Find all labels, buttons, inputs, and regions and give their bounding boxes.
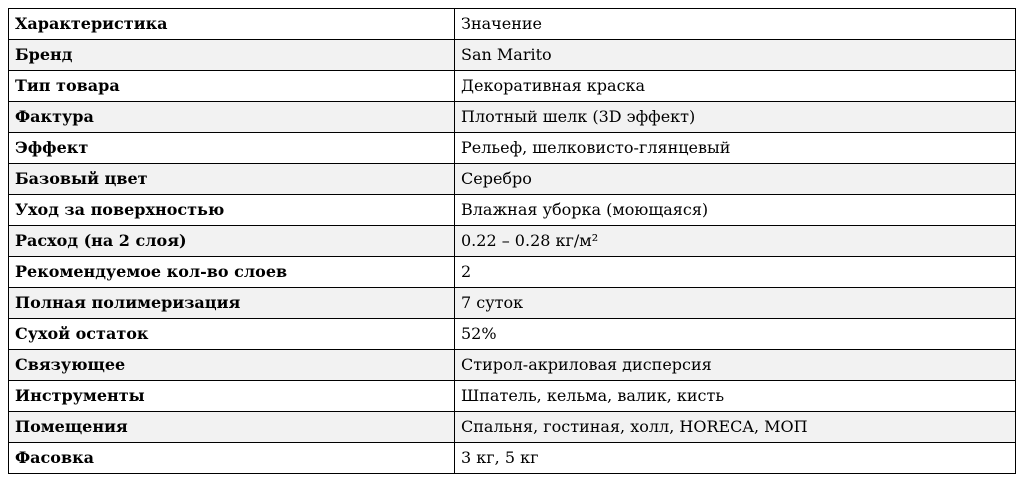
row-key-cell: Тип товара [9, 71, 455, 102]
row-key-cell: Полная полимеризация [9, 288, 455, 319]
row-key-cell: Эффект [9, 133, 455, 164]
row-value-cell: 3 кг, 5 кг [455, 443, 1016, 474]
table-row [9, 226, 1016, 257]
row-value-cell: San Marito [455, 40, 1016, 71]
table-row [9, 443, 1016, 474]
specifications-table [8, 8, 1016, 474]
row-key-cell: Расход (на 2 слоя) [9, 226, 455, 257]
table-row [9, 71, 1016, 102]
table-row [9, 40, 1016, 71]
row-value-cell: Шпатель, кельма, валик, кисть [455, 381, 1016, 412]
row-value-cell: Декоративная краска [455, 71, 1016, 102]
table-row [9, 350, 1016, 381]
row-key-cell: Базовый цвет [9, 164, 455, 195]
row-value-cell: Спальня, гостиная, холл, HORECA, МОП [455, 412, 1016, 443]
row-value-cell: Стирол-акриловая дисперсия [455, 350, 1016, 381]
table-row [9, 288, 1016, 319]
row-value-cell: 52% [455, 319, 1016, 350]
table-row [9, 195, 1016, 226]
table-row [9, 381, 1016, 412]
row-key-cell: Инструменты [9, 381, 455, 412]
row-key-cell: Сухой остаток [9, 319, 455, 350]
row-key-cell: Помещения [9, 412, 455, 443]
table-row [9, 102, 1016, 133]
table-row [9, 257, 1016, 288]
header-value-cell: Значение [455, 9, 1016, 40]
table-header-row [9, 9, 1016, 40]
table-row [9, 412, 1016, 443]
header-key-cell: Характеристика [9, 9, 455, 40]
row-value-cell: 2 [455, 257, 1016, 288]
table-row [9, 164, 1016, 195]
row-value-cell: Плотный шелк (3D эффект) [455, 102, 1016, 133]
table-row [9, 319, 1016, 350]
row-value-cell: 0.22 – 0.28 кг/м² [455, 226, 1016, 257]
row-key-cell: Бренд [9, 40, 455, 71]
row-key-cell: Фасовка [9, 443, 455, 474]
row-value-cell: 7 суток [455, 288, 1016, 319]
row-value-cell: Рельеф, шелковисто-глянцевый [455, 133, 1016, 164]
row-key-cell: Связующее [9, 350, 455, 381]
row-key-cell: Фактура [9, 102, 455, 133]
row-key-cell: Рекомендуемое кол-во слоев [9, 257, 455, 288]
row-key-cell: Уход за поверхностью [9, 195, 455, 226]
row-value-cell: Серебро [455, 164, 1016, 195]
table-row [9, 133, 1016, 164]
row-value-cell: Влажная уборка (моющаяся) [455, 195, 1016, 226]
